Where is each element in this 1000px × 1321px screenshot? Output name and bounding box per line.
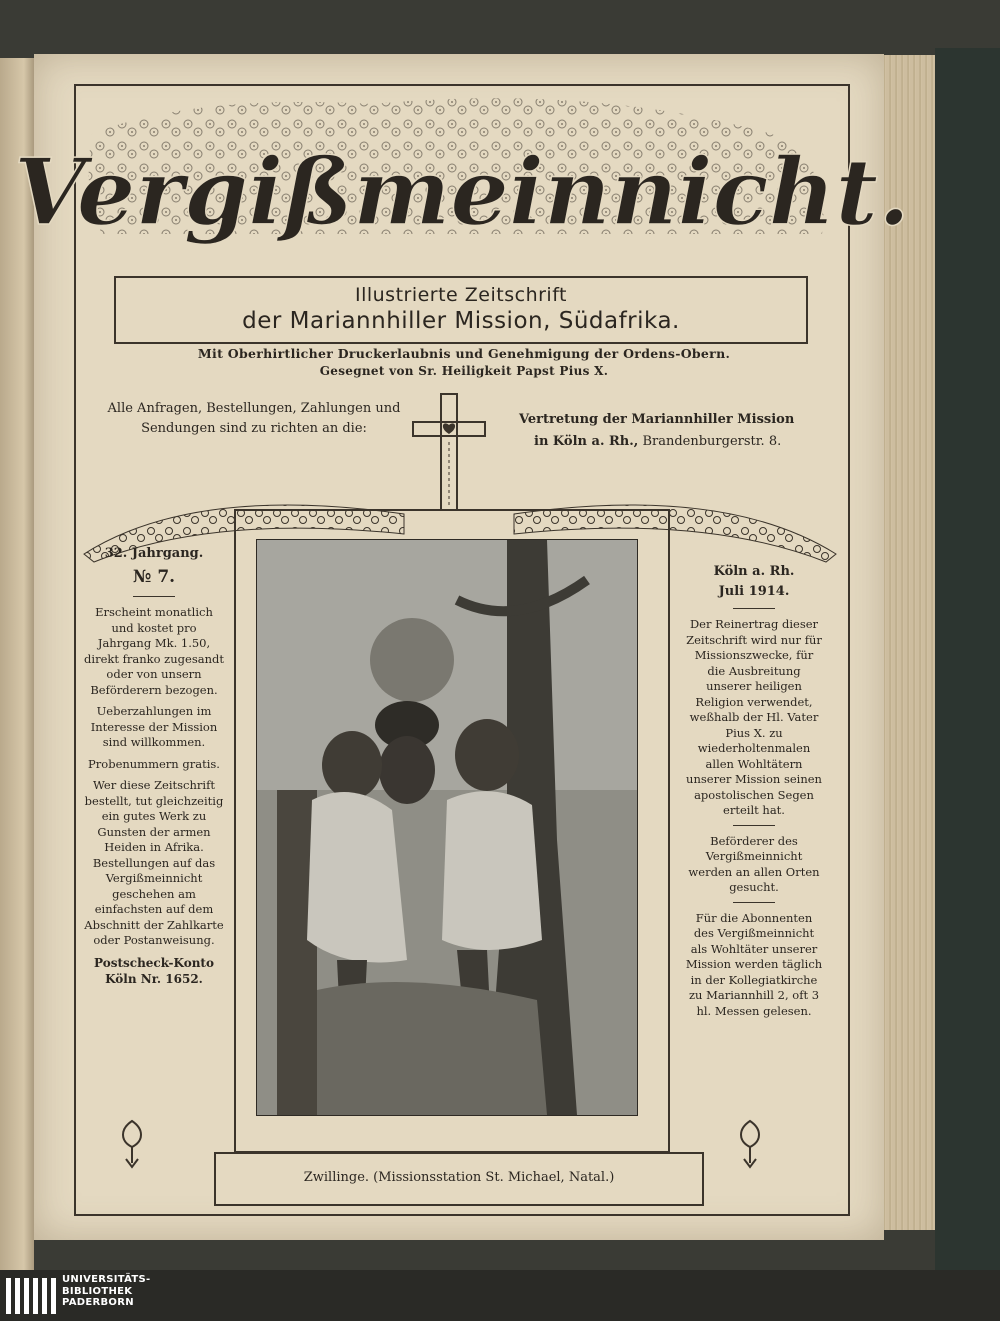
cover-photograph [256, 539, 638, 1116]
masses-info: Für die Abonnenten des Vergißmeinnicht als Wohltäter unserer Mission werden täglich in der Kollegiatkirche zu Mariannhill 2, oft 3 hl. Messen gelesen. [685, 910, 823, 1018]
library-logo-icon [6, 1278, 56, 1314]
subtitle-banner [114, 276, 808, 344]
photo-caption: Zwillinge. (Missionsstation St. Michael, Natal.) [303, 1170, 615, 1185]
twins-photo-illustration [257, 540, 637, 1115]
library-line-1: UNIVERSITÄTS- [62, 1274, 151, 1285]
date-label: Juli 1914. [718, 584, 790, 599]
subtitle-line-2: der Mariannhiller Mission, Südafrika. [242, 308, 680, 334]
place-label: Köln a. Rh. [713, 564, 795, 579]
right-info-column [684, 562, 824, 1019]
divider [733, 608, 775, 609]
subtitle-line-1: Illustrierte Zeitschrift [354, 284, 568, 306]
issue-number: № 7. [132, 567, 176, 587]
approval-line-1: Mit Oberhirtlicher Druckerlaubnis und Genehmigung der Ordens-Obern. [197, 346, 731, 361]
masthead-logo [13, 74, 911, 274]
divider [733, 902, 775, 903]
overpayment-info: Ueberzahlungen im Interesse der Mission sind willkommen. [90, 704, 218, 749]
library-logo-footer [0, 1270, 1000, 1321]
magazine-cover-page [13, 54, 911, 1240]
masthead-title-lettering: Vergißmeinnicht. [13, 138, 911, 246]
representation-street: Brandenburgerstr. 8. [642, 434, 782, 449]
representation-line-1: Vertretung der Mariannhiller Mission [519, 412, 795, 427]
samples-info: Probenummern gratis. [88, 756, 220, 771]
approval-line-2: Gesegnet von Sr. Heiligkeit Papst Pius X. [319, 364, 609, 378]
left-info-column [84, 544, 224, 987]
divider [133, 596, 175, 597]
fleuron-icon [732, 1119, 768, 1169]
volume-label: 32. Jahrgang. [104, 546, 204, 561]
proceeds-info: Der Reinertrag dieser Zeitschrift wird nur für Missionszwecke, für die Ausbreitung unserer heiligen Religion verwendet, weßhalb der Hl. Vater Pius X. zu wiederholtenmalen allen Wohltätern unserer Mission seinen apostolischen Segen erteilt hat. [686, 617, 822, 817]
library-line-3: PADERBORN [62, 1297, 134, 1308]
inquiry-notice [94, 399, 414, 439]
representation-line-2 [534, 434, 834, 449]
divider [733, 825, 775, 826]
postal-account-line-2: Köln Nr. 1652. [105, 971, 203, 986]
fleuron-icon [114, 1119, 150, 1169]
promoters-info: Beförderer des Vergißmeinnicht werden an allen Orten gesucht. [688, 833, 820, 894]
caption-box [214, 1152, 704, 1206]
inquiry-line-2: Sendungen sind zu richten an die: [141, 421, 367, 436]
representation-city: in Köln a. Rh., [534, 434, 639, 449]
order-note: Wer diese Zeitschrift bestellt, tut gleichzeitig ein gutes Werk zu Gunsten der armen Heiden in Afrika. [84, 778, 224, 854]
postal-account-line-1: Postscheck-Konto [94, 955, 214, 970]
subscription-info: Erscheint monatlich und kostet pro Jahrgang Mk. 1.50, direkt franko zugesandt oder von unsern Beförderern bezogen. [84, 605, 224, 697]
inquiry-line-1: Alle Anfragen, Bestellungen, Zahlungen und [107, 401, 401, 416]
library-name [62, 1274, 151, 1309]
order-method: Bestellungen auf das Vergißmeinnicht geschehen am einfachsten auf dem Abschnitt der Zahlkarte oder Postanweisung. [84, 855, 224, 947]
book-spine [935, 48, 1000, 1270]
library-line-2: BIBLIOTHEK [62, 1285, 133, 1297]
